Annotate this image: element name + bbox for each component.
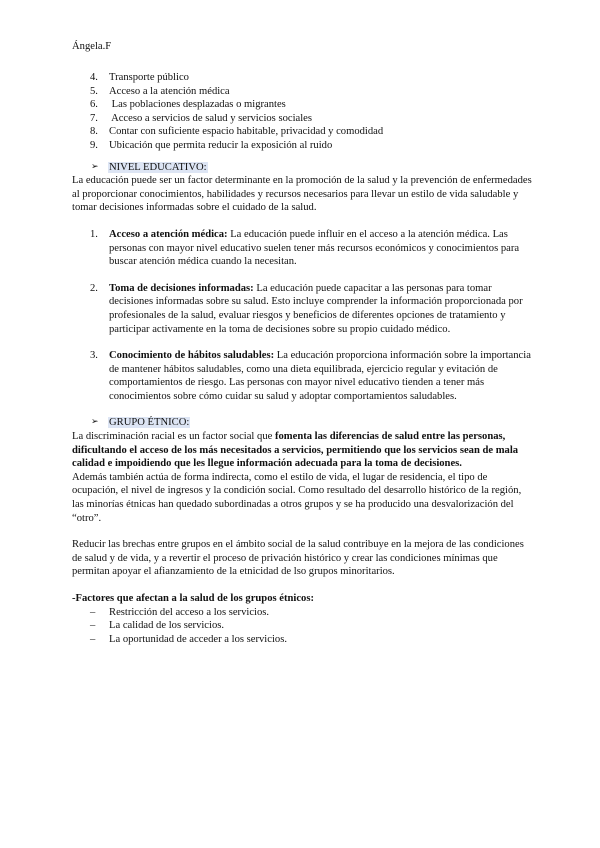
- list-item: [72, 282, 532, 336]
- item-title: Conocimiento de hábitos saludables:: [109, 350, 275, 362]
- grupo-paragraph-1: [72, 430, 532, 471]
- numbered-list-factors: [72, 71, 532, 153]
- bold-text: fomenta las diferencias de salud entre las personas, dificultando el acceso de los más necesitados a servicios, permitiendo que los servicios sean de mala calidad e impoidiendo que les llegue información adecuada para la toma de decisiones.: [72, 431, 519, 470]
- list-item-text: La oportunidad de acceder a los servicios.: [109, 633, 287, 645]
- list-item: [72, 633, 532, 647]
- list-number: 7.: [90, 112, 98, 124]
- arrow-bullet-icon: ➢: [91, 417, 99, 428]
- bold-text: -Factores que afectan a la salud de los grupos étnicos:: [72, 593, 314, 604]
- dash-bullet: –: [90, 633, 96, 645]
- list-item: [72, 606, 532, 620]
- list-number: 3.: [90, 350, 98, 362]
- numbered-list-education: [72, 228, 532, 404]
- list-item-text: Las poblaciones desplazadas o migrantes: [109, 99, 286, 111]
- list-item: [72, 85, 532, 99]
- list-item-text: Transporte público: [109, 72, 189, 83]
- list-item-text: Acceso a la atención médica: [109, 85, 230, 97]
- factors-title: [72, 592, 532, 606]
- spacer: [72, 579, 532, 592]
- list-number: 9.: [90, 139, 98, 151]
- item-text: La educación puede influir en el acceso a la atención médica. Las personas con mayor nivel educativo suelen tener más recursos económicos y conocimientos para buscar atención médica cuando la necesitan.: [109, 228, 520, 268]
- list-item-text: Ubicación que permita reducir la exposición al ruido: [109, 139, 333, 151]
- grupo-paragraph-3: Reducir las brechas entre grupos en el ámbito social de la salud contribuye en la mejora de las condiciones de salud y de vida, y a revertir el proceso de privación histórico y crear las condiciones mínimas que permitan apoyar el afianzamiento de la etnicidad de lso grupos minoritarios.: [72, 539, 524, 578]
- list-number: 8.: [90, 126, 98, 138]
- heading-text: GRUPO ÉTNICO:: [109, 417, 190, 429]
- item-title: Toma de decisiones informadas:: [109, 282, 254, 294]
- item-text: La educación proporciona información sobre la importancia de mantener hábitos saludables, como una dieta equilibrada, ejercicio regular y evitación de comportamientos de riesgo. Las personas con mayor nivel educativo tienden a tener más conocimientos sobre cómo cuidar su salud y adoptar comportamientos saludables.: [109, 350, 531, 402]
- document-body: [72, 71, 532, 646]
- list-item-text: Restricción del acceso a los servicios.: [109, 606, 270, 618]
- nivel-intro-paragraph: La educación puede ser un factor determinante en la promoción de la salud y la prevención de enfermedades al proporcionar conocimientos, habilidades y recursos necesarios para llevar un estilo de vida saludable y tomar decisiones informadas sobre el cuidado de la salud.: [72, 175, 532, 214]
- list-item-text: La calidad de los servicios.: [109, 620, 225, 632]
- list-number: 1.: [90, 228, 98, 240]
- item-text: La educación puede capacitar a las personas para tomar decisiones informadas sobre su salud. Esto incluye comprender la información proporcionada por profesionales de la salud, evaluar riesgos y beneficios de diferentes opciones de tratamiento y participar activamente en la toma de decisiones sobre su propio cuidado médico.: [109, 282, 523, 335]
- dash-bullet: –: [90, 620, 96, 632]
- list-number: 2.: [90, 282, 98, 294]
- text-span: La discriminación racial es un factor social que: [72, 431, 275, 443]
- list-number: 5.: [90, 85, 98, 97]
- section-heading-nivel: [72, 161, 532, 175]
- list-item-text: Contar con suficiente espacio habitable, privacidad y comodidad: [109, 126, 384, 138]
- list-item: [72, 98, 532, 112]
- list-item: [72, 112, 532, 126]
- arrow-bullet-icon: ➢: [91, 161, 99, 172]
- item-title: Acceso a atención médica:: [109, 228, 228, 240]
- list-item: [72, 349, 532, 403]
- list-item: [72, 139, 532, 153]
- dash-bullet: –: [90, 606, 96, 618]
- factors-list: [72, 606, 532, 647]
- heading-text: NIVEL EDUCATIVO:: [109, 161, 207, 173]
- list-number: 6.: [90, 99, 98, 111]
- spacer: [72, 525, 532, 538]
- list-item: [72, 619, 532, 633]
- section-heading-grupo: [72, 416, 532, 430]
- grupo-paragraph-2: Además también actúa de forma indirecta, como el estilo de vida, el lugar de residencia, el tipo de ocupación, el nivel de ingresos y la condición social. Como resultado del desarrollo histórico de la región, las minorías étnicas han quedado subordinadas a otros grupos y se ha producido una desvalorización del “otro”.: [72, 471, 522, 524]
- list-item-text: Acceso a servicios de salud y servicios sociales: [109, 112, 312, 124]
- list-item: [72, 125, 532, 139]
- list-item: [72, 71, 532, 85]
- list-number: 4.: [90, 72, 98, 83]
- list-item: [72, 228, 532, 269]
- author-name: Ángela.F: [72, 41, 112, 52]
